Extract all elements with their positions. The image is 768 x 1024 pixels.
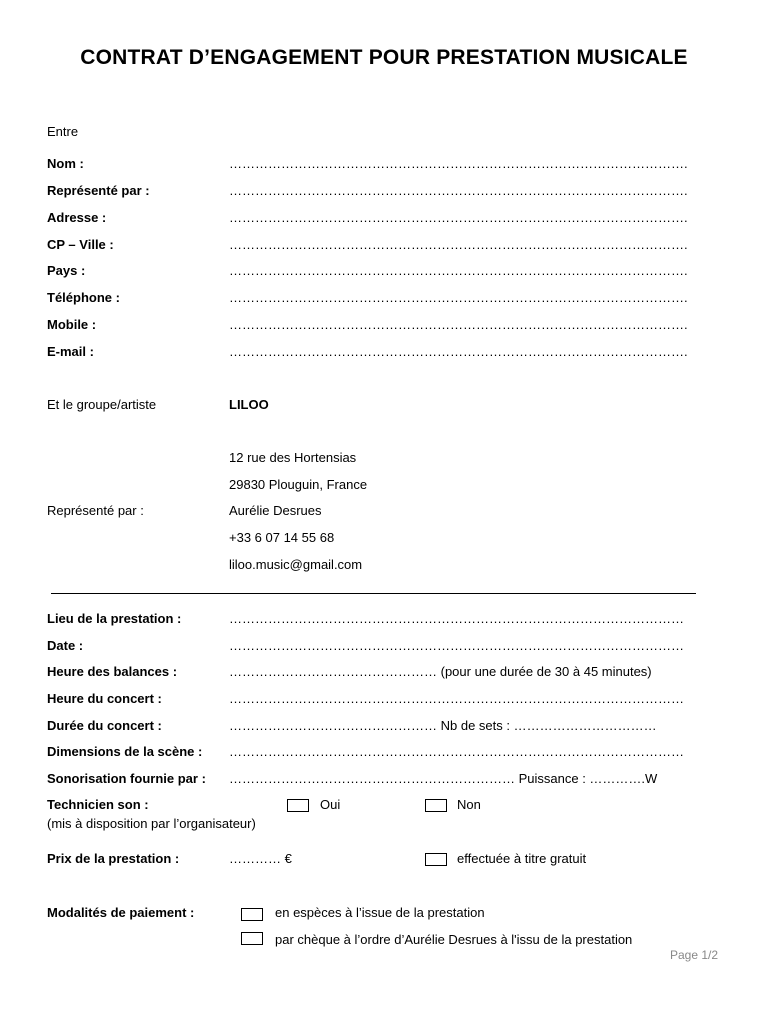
artist-address-line1: 12 rue des Hortensias: [229, 450, 357, 465]
technicien-oui-checkbox[interactable]: [287, 799, 309, 812]
scene-label: Dimensions de la scène :: [47, 744, 203, 759]
heure-concert-label: Heure du concert :: [47, 691, 162, 706]
section-divider: [51, 593, 696, 594]
paiement-especes-checkbox[interactable]: [241, 908, 263, 921]
nom-field: …………………………………………………………………………………………….: [229, 156, 688, 171]
prix-label: Prix de la prestation :: [47, 851, 180, 866]
gratuit-checkbox[interactable]: [425, 853, 447, 866]
date-field: ……………………………………………………………………………………………: [229, 638, 684, 653]
paiement-especes-label: en espèces à l’issue de la prestation: [275, 905, 485, 920]
email-label: E-mail :: [47, 344, 94, 359]
email-field: …………………………………………………………………………………………….: [229, 344, 688, 359]
sono-field: ………………………………………………………… Puissance : ………….W: [229, 771, 658, 786]
technicien-oui-label: Oui: [320, 797, 341, 812]
paiement-cheque-label: par chèque à l’ordre d’Aurélie Desrues à l'issu de la prestation: [275, 932, 633, 947]
entre-label: Entre: [47, 124, 79, 139]
balances-label: Heure des balances :: [47, 664, 178, 679]
prix-field: ………… €: [229, 851, 292, 866]
nom-label: Nom :: [47, 156, 84, 171]
artist-address-line2: 29830 Plouguin, France: [229, 477, 368, 492]
lieu-field: ……………………………………………………………………………………………: [229, 611, 684, 626]
cp-ville-label: CP – Ville :: [47, 237, 114, 252]
technicien-non-checkbox[interactable]: [425, 799, 447, 812]
artist-phone: +33 6 07 14 55 68: [229, 530, 335, 545]
cp-ville-field: …………………………………………………………………………………………….: [229, 237, 688, 252]
technicien-non-label: Non: [457, 797, 481, 812]
adresse-label: Adresse :: [47, 210, 107, 225]
telephone-label: Téléphone :: [47, 290, 120, 305]
artist-name: LILOO: [229, 397, 269, 412]
duree-concert-label: Durée du concert :: [47, 718, 162, 733]
date-label: Date :: [47, 638, 84, 653]
artist-rep-label: Représenté par :: [47, 503, 144, 518]
paiement-label: Modalités de paiement :: [47, 905, 195, 920]
adresse-field: …………………………………………………………………………………………….: [229, 210, 688, 225]
artist-label: Et le groupe/artiste: [47, 397, 157, 412]
contract-title: CONTRAT D’ENGAGEMENT POUR PRESTATION MUSICALE: [80, 46, 688, 69]
mobile-label: Mobile :: [47, 317, 97, 332]
pays-label: Pays :: [47, 263, 86, 278]
artist-email: liloo.music@gmail.com: [229, 557, 363, 572]
mobile-field: …………………………………………………………………………………………….: [229, 317, 688, 332]
page-number: Page 1/2: [670, 948, 719, 962]
balances-field: ………………………………………… (pour une durée de 30 à 45 minutes): [229, 664, 652, 679]
pays-field: …………………………………………………………………………………………….: [229, 263, 688, 278]
duree-concert-field: ………………………………………… Nb de sets : ……………………………: [229, 718, 657, 733]
technicien-label: Technicien son :: [47, 797, 149, 812]
sono-label: Sonorisation fournie par :: [47, 771, 206, 786]
technicien-note: (mis à disposition par l’organisateur): [47, 816, 256, 831]
lieu-label: Lieu de la prestation :: [47, 611, 182, 626]
artist-rep-name: Aurélie Desrues: [229, 503, 322, 518]
heure-concert-field: ……………………………………………………………………………………………: [229, 691, 684, 706]
represente-field: …………………………………………………………………………………………….: [229, 183, 688, 198]
telephone-field: …………………………………………………………………………………………….: [229, 290, 688, 305]
gratuit-label: effectuée à titre gratuit: [457, 851, 587, 866]
represente-label: Représenté par :: [47, 183, 150, 198]
paiement-cheque-checkbox[interactable]: [241, 932, 263, 945]
scene-field: ……………………………………………………………………………………………: [229, 744, 684, 759]
